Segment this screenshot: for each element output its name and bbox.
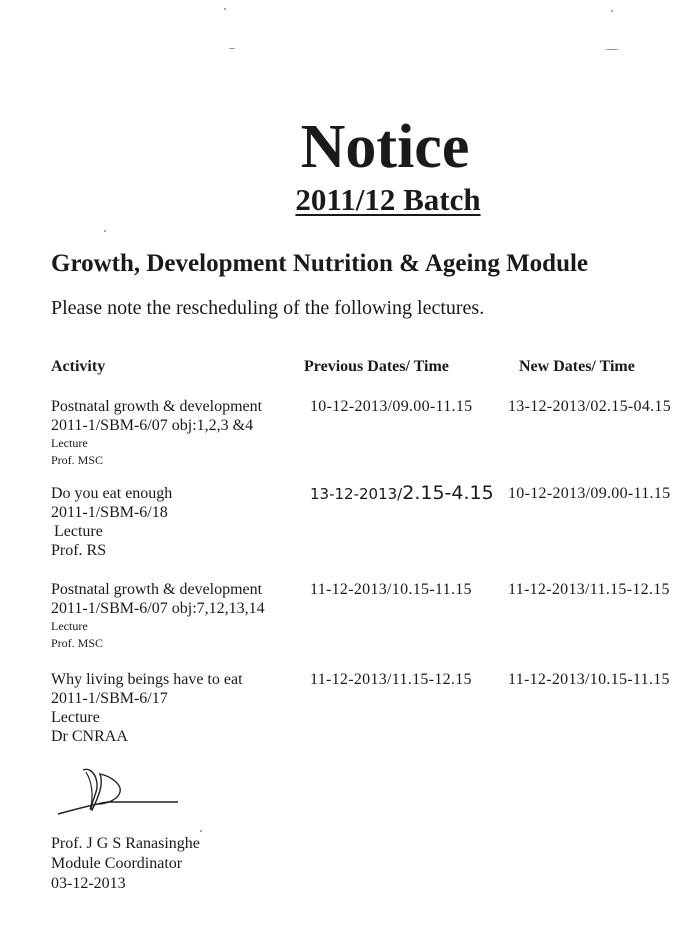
previous-date: 11-12-2013/10.15-11.15 bbox=[310, 581, 472, 598]
signatory-date: 03-12-2013 bbox=[51, 875, 126, 892]
activity-cell bbox=[51, 397, 262, 469]
new-date: 11-12-2013/10.15-11.15 bbox=[508, 671, 670, 688]
activity-code: 2011-1/SBM-6/17 bbox=[51, 690, 168, 707]
activity-title: Why living beings have to eat bbox=[51, 671, 243, 688]
activity-lecturer: Dr CNRAA bbox=[51, 728, 128, 745]
signatory-role: Module Coordinator bbox=[51, 855, 183, 872]
activity-lecturer: Prof. MSC bbox=[51, 453, 104, 467]
scan-speck bbox=[229, 48, 235, 49]
scan-speck bbox=[224, 8, 226, 10]
activity-type: Lecture bbox=[51, 436, 88, 450]
module-title: Growth, Development Nutrition & Ageing Module bbox=[51, 250, 589, 277]
activity-type: Lecture bbox=[51, 619, 88, 633]
new-date: 10-12-2013/09.00-11.15 bbox=[508, 485, 671, 502]
new-date: 11-12-2013/11.15-12.15 bbox=[508, 581, 670, 598]
previous-time-handwritten: 2.15-4.15 bbox=[402, 482, 494, 504]
scan-speck bbox=[611, 10, 613, 12]
activity-code: 2011-1/SBM-6/07 obj:7,12,13,14 bbox=[51, 600, 265, 617]
column-header-previous: Previous Dates/ Time bbox=[304, 358, 449, 375]
activity-type: Lecture bbox=[54, 523, 103, 540]
batch-title bbox=[0, 180, 700, 220]
previous-date-handwritten bbox=[310, 484, 494, 504]
activity-title: Postnatal growth & development bbox=[51, 398, 263, 415]
activity-title: Do you eat enough bbox=[51, 485, 173, 502]
activity-cell bbox=[51, 484, 172, 560]
activity-title: Postnatal growth & development bbox=[51, 581, 263, 598]
column-header-new: New Dates/ Time bbox=[519, 358, 635, 375]
scan-speck bbox=[104, 230, 106, 232]
previous-date: 11-12-2013/11.15-12.15 bbox=[310, 671, 472, 688]
signatory-name: Prof. J G S Ranasinghe bbox=[51, 835, 200, 852]
scan-speck bbox=[200, 830, 202, 832]
column-header-activity: Activity bbox=[51, 358, 106, 375]
previous-date-prefix: 13-12-2013/ bbox=[310, 485, 403, 503]
scan-speck bbox=[605, 49, 619, 50]
signatory-block bbox=[51, 834, 200, 894]
activity-cell bbox=[51, 670, 243, 746]
notice-title: Notice bbox=[300, 113, 470, 181]
previous-date: 10-12-2013/09.00-11.15 bbox=[310, 398, 473, 415]
activity-lecturer: Prof. RS bbox=[51, 542, 107, 559]
activity-code: 2011-1/SBM-6/18 bbox=[51, 504, 168, 521]
activity-code: 2011-1/SBM-6/07 obj:1,2,3 &4 bbox=[51, 417, 254, 434]
batch-title-text: 2011/12 Batch bbox=[295, 182, 481, 217]
intro-text: Please note the rescheduling of the following lectures. bbox=[51, 297, 485, 319]
activity-cell bbox=[51, 580, 265, 652]
new-date: 13-12-2013/02.15-04.15 bbox=[508, 398, 672, 415]
activity-type: Lecture bbox=[51, 709, 100, 726]
signature-image bbox=[50, 762, 190, 822]
activity-lecturer: Prof. MSC bbox=[51, 636, 104, 650]
